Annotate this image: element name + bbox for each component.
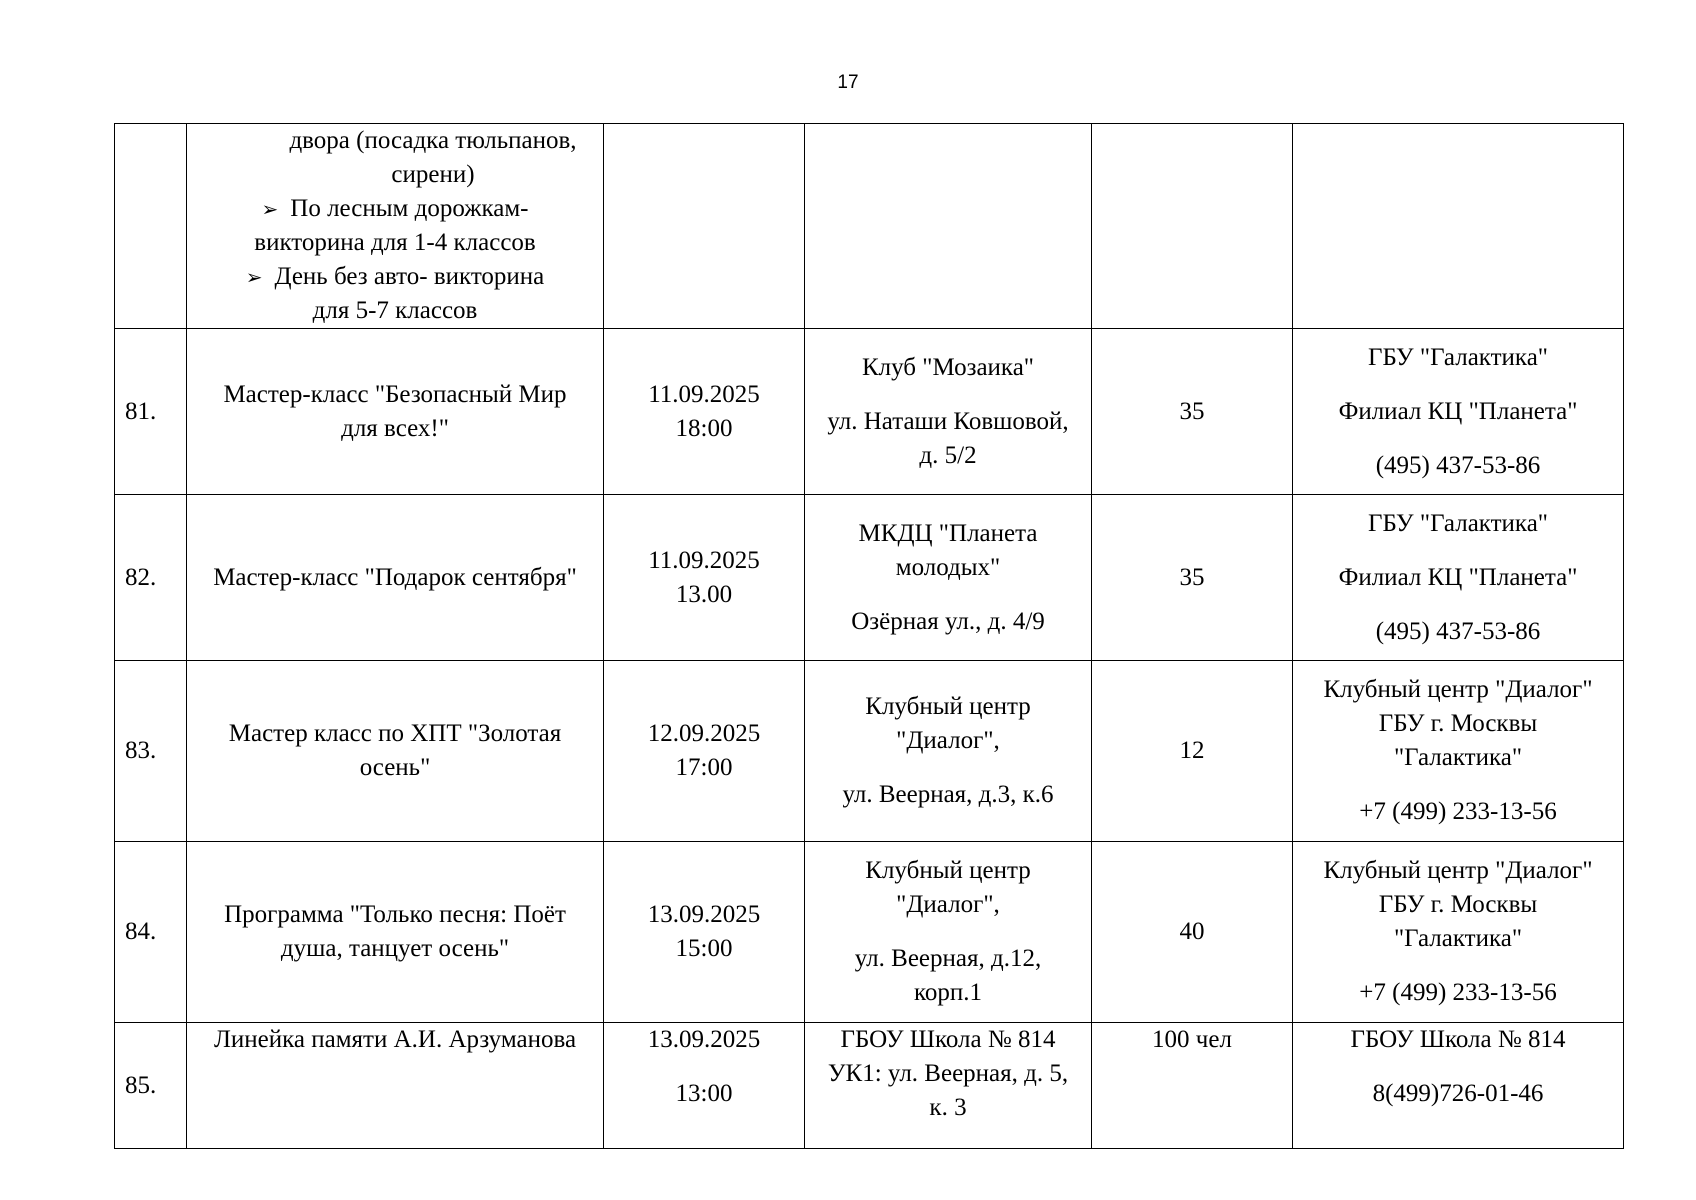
table-row: [115, 661, 1624, 842]
event-title-line: осень": [359, 754, 431, 781]
place-address: ул. Веерная, д.3, к.6: [842, 781, 1054, 808]
event-cell: [187, 124, 604, 329]
date-cell: [604, 495, 805, 661]
event-time: 18:00: [675, 414, 733, 442]
activity-list: [197, 192, 593, 328]
organizer-cell: [1293, 495, 1624, 661]
organizer-cell: [1293, 842, 1624, 1023]
event-title-line: для всех!": [341, 414, 449, 442]
event-time: 13.00: [675, 580, 733, 608]
event-title-line: Мастер класс по ХПТ "Золотая: [228, 720, 562, 747]
place-address: корп.1: [913, 979, 982, 1006]
event-title-line: Мастер-класс "Подарок сентября": [213, 563, 577, 591]
row-number: 82.: [115, 495, 187, 661]
list-item: [197, 192, 593, 260]
row-number: 83.: [115, 661, 187, 842]
event-time: 15:00: [675, 935, 733, 962]
organizer-phone: +7 (499) 233-13-56: [1359, 798, 1557, 825]
table-row: [115, 329, 1624, 495]
list-item-text: для 5-7 классов: [312, 297, 478, 324]
organizer-name: ГБОУ Школа № 814: [1350, 1026, 1566, 1053]
event-line: двора (посадка тюльпанов,: [289, 127, 577, 154]
place-name: "Диалог",: [896, 727, 1000, 754]
organizer-phone: (495) 437-53-86: [1375, 451, 1541, 479]
place-cell: [805, 329, 1092, 495]
count-cell: 100 чел: [1092, 1023, 1293, 1149]
arrow-bullet-icon: ➢: [261, 197, 279, 221]
event-title-line: Линейка памяти А.И. Арзуманова: [213, 1026, 577, 1053]
place-name: молодых": [895, 553, 1001, 581]
date-cell: [604, 329, 805, 495]
place-cell: [805, 495, 1092, 661]
organizer-phone: 8(499)726-01-46: [1372, 1080, 1544, 1107]
event-date: 11.09.2025: [648, 380, 760, 408]
list-item-text: викторина для 1-4 классов: [254, 229, 536, 256]
count-cell: 40: [1092, 842, 1293, 1023]
count-cell: 12: [1092, 661, 1293, 842]
place-name: Клуб "Мозаика": [861, 353, 1035, 381]
list-item-text: По лесным дорожкам-: [290, 195, 529, 222]
place-name: Клубный центр: [865, 693, 1031, 720]
date-cell: [604, 1023, 805, 1149]
place-name: "Диалог",: [896, 891, 1000, 918]
event-title-line: душа, танцует осень": [280, 935, 510, 962]
place-address: Озёрная ул., д. 4/9: [851, 607, 1045, 635]
event-time: 13:00: [675, 1080, 733, 1107]
event-cell: [187, 1023, 604, 1149]
place-cell: [805, 124, 1092, 329]
event-cell: [187, 329, 604, 495]
row-number: 85.: [115, 1023, 187, 1149]
events-table: [114, 123, 1624, 1149]
organizer-cell: [1293, 124, 1624, 329]
organizer-name: Клубный центр "Диалог": [1323, 676, 1593, 703]
event-date: 11.09.2025: [648, 546, 760, 574]
num-cell: [115, 124, 187, 329]
organizer-phone: +7 (499) 233-13-56: [1359, 979, 1557, 1006]
organizer-name: "Галактика": [1393, 925, 1523, 952]
organizer-name: Клубный центр "Диалог": [1323, 857, 1593, 884]
place-cell: [805, 842, 1092, 1023]
event-title-line: Мастер-класс "Безопасный Мир: [223, 380, 567, 408]
event-date: 13.09.2025: [647, 1026, 761, 1053]
event-cell: [187, 495, 604, 661]
event-cell: [187, 842, 604, 1023]
row-number: 84.: [115, 842, 187, 1023]
event-continuation: [197, 124, 593, 192]
list-item-text: День без авто- викторина: [274, 263, 545, 290]
place-address: ул. Веерная, д.12,: [854, 945, 1042, 972]
organizer-cell: [1293, 661, 1624, 842]
organizer-name: ГБУ г. Москвы: [1378, 710, 1538, 737]
event-line: сирени): [391, 161, 475, 188]
organizer-branch: Филиал КЦ "Планета": [1338, 563, 1578, 591]
list-item: [197, 260, 593, 328]
table-row-continued: [115, 124, 1624, 329]
organizer-name: ГБУ г. Москвы: [1378, 891, 1538, 918]
table-row: [115, 1023, 1624, 1149]
organizer-cell: [1293, 329, 1624, 495]
organizer-name: "Галактика": [1393, 744, 1523, 771]
table-row: [115, 842, 1624, 1023]
organizer-branch: Филиал КЦ "Планета": [1338, 397, 1578, 425]
count-cell: [1092, 124, 1293, 329]
organizer-phone: (495) 437-53-86: [1375, 617, 1541, 645]
date-cell: [604, 661, 805, 842]
count-cell: 35: [1092, 495, 1293, 661]
place-cell: [805, 661, 1092, 842]
table-row: [115, 495, 1624, 661]
organizer-name: ГБУ "Галактика": [1368, 509, 1548, 537]
event-title-line: Программа "Только песня: Поёт: [224, 901, 566, 928]
place-address: к. 3: [929, 1094, 967, 1121]
arrow-bullet-icon: ➢: [245, 265, 263, 289]
organizer-cell: [1293, 1023, 1624, 1149]
event-date: 13.09.2025: [647, 901, 761, 928]
row-number: 81.: [115, 329, 187, 495]
place-address: д. 5/2: [919, 441, 977, 469]
place-name: ГБОУ Школа № 814: [840, 1026, 1056, 1053]
count-cell: 35: [1092, 329, 1293, 495]
date-cell: [604, 842, 805, 1023]
organizer-name: ГБУ "Галактика": [1368, 343, 1548, 371]
event-cell: [187, 661, 604, 842]
place-address: УК1: ул. Веерная, д. 5,: [827, 1060, 1069, 1087]
place-cell: [805, 1023, 1092, 1149]
date-cell: [604, 124, 805, 329]
event-time: 17:00: [675, 754, 733, 781]
event-date: 12.09.2025: [647, 720, 761, 747]
place-name: Клубный центр: [865, 857, 1031, 884]
place-name: МКДЦ "Планета: [858, 519, 1038, 547]
page-number: 17: [837, 72, 859, 93]
place-address: ул. Наташи Ковшовой,: [827, 407, 1069, 435]
